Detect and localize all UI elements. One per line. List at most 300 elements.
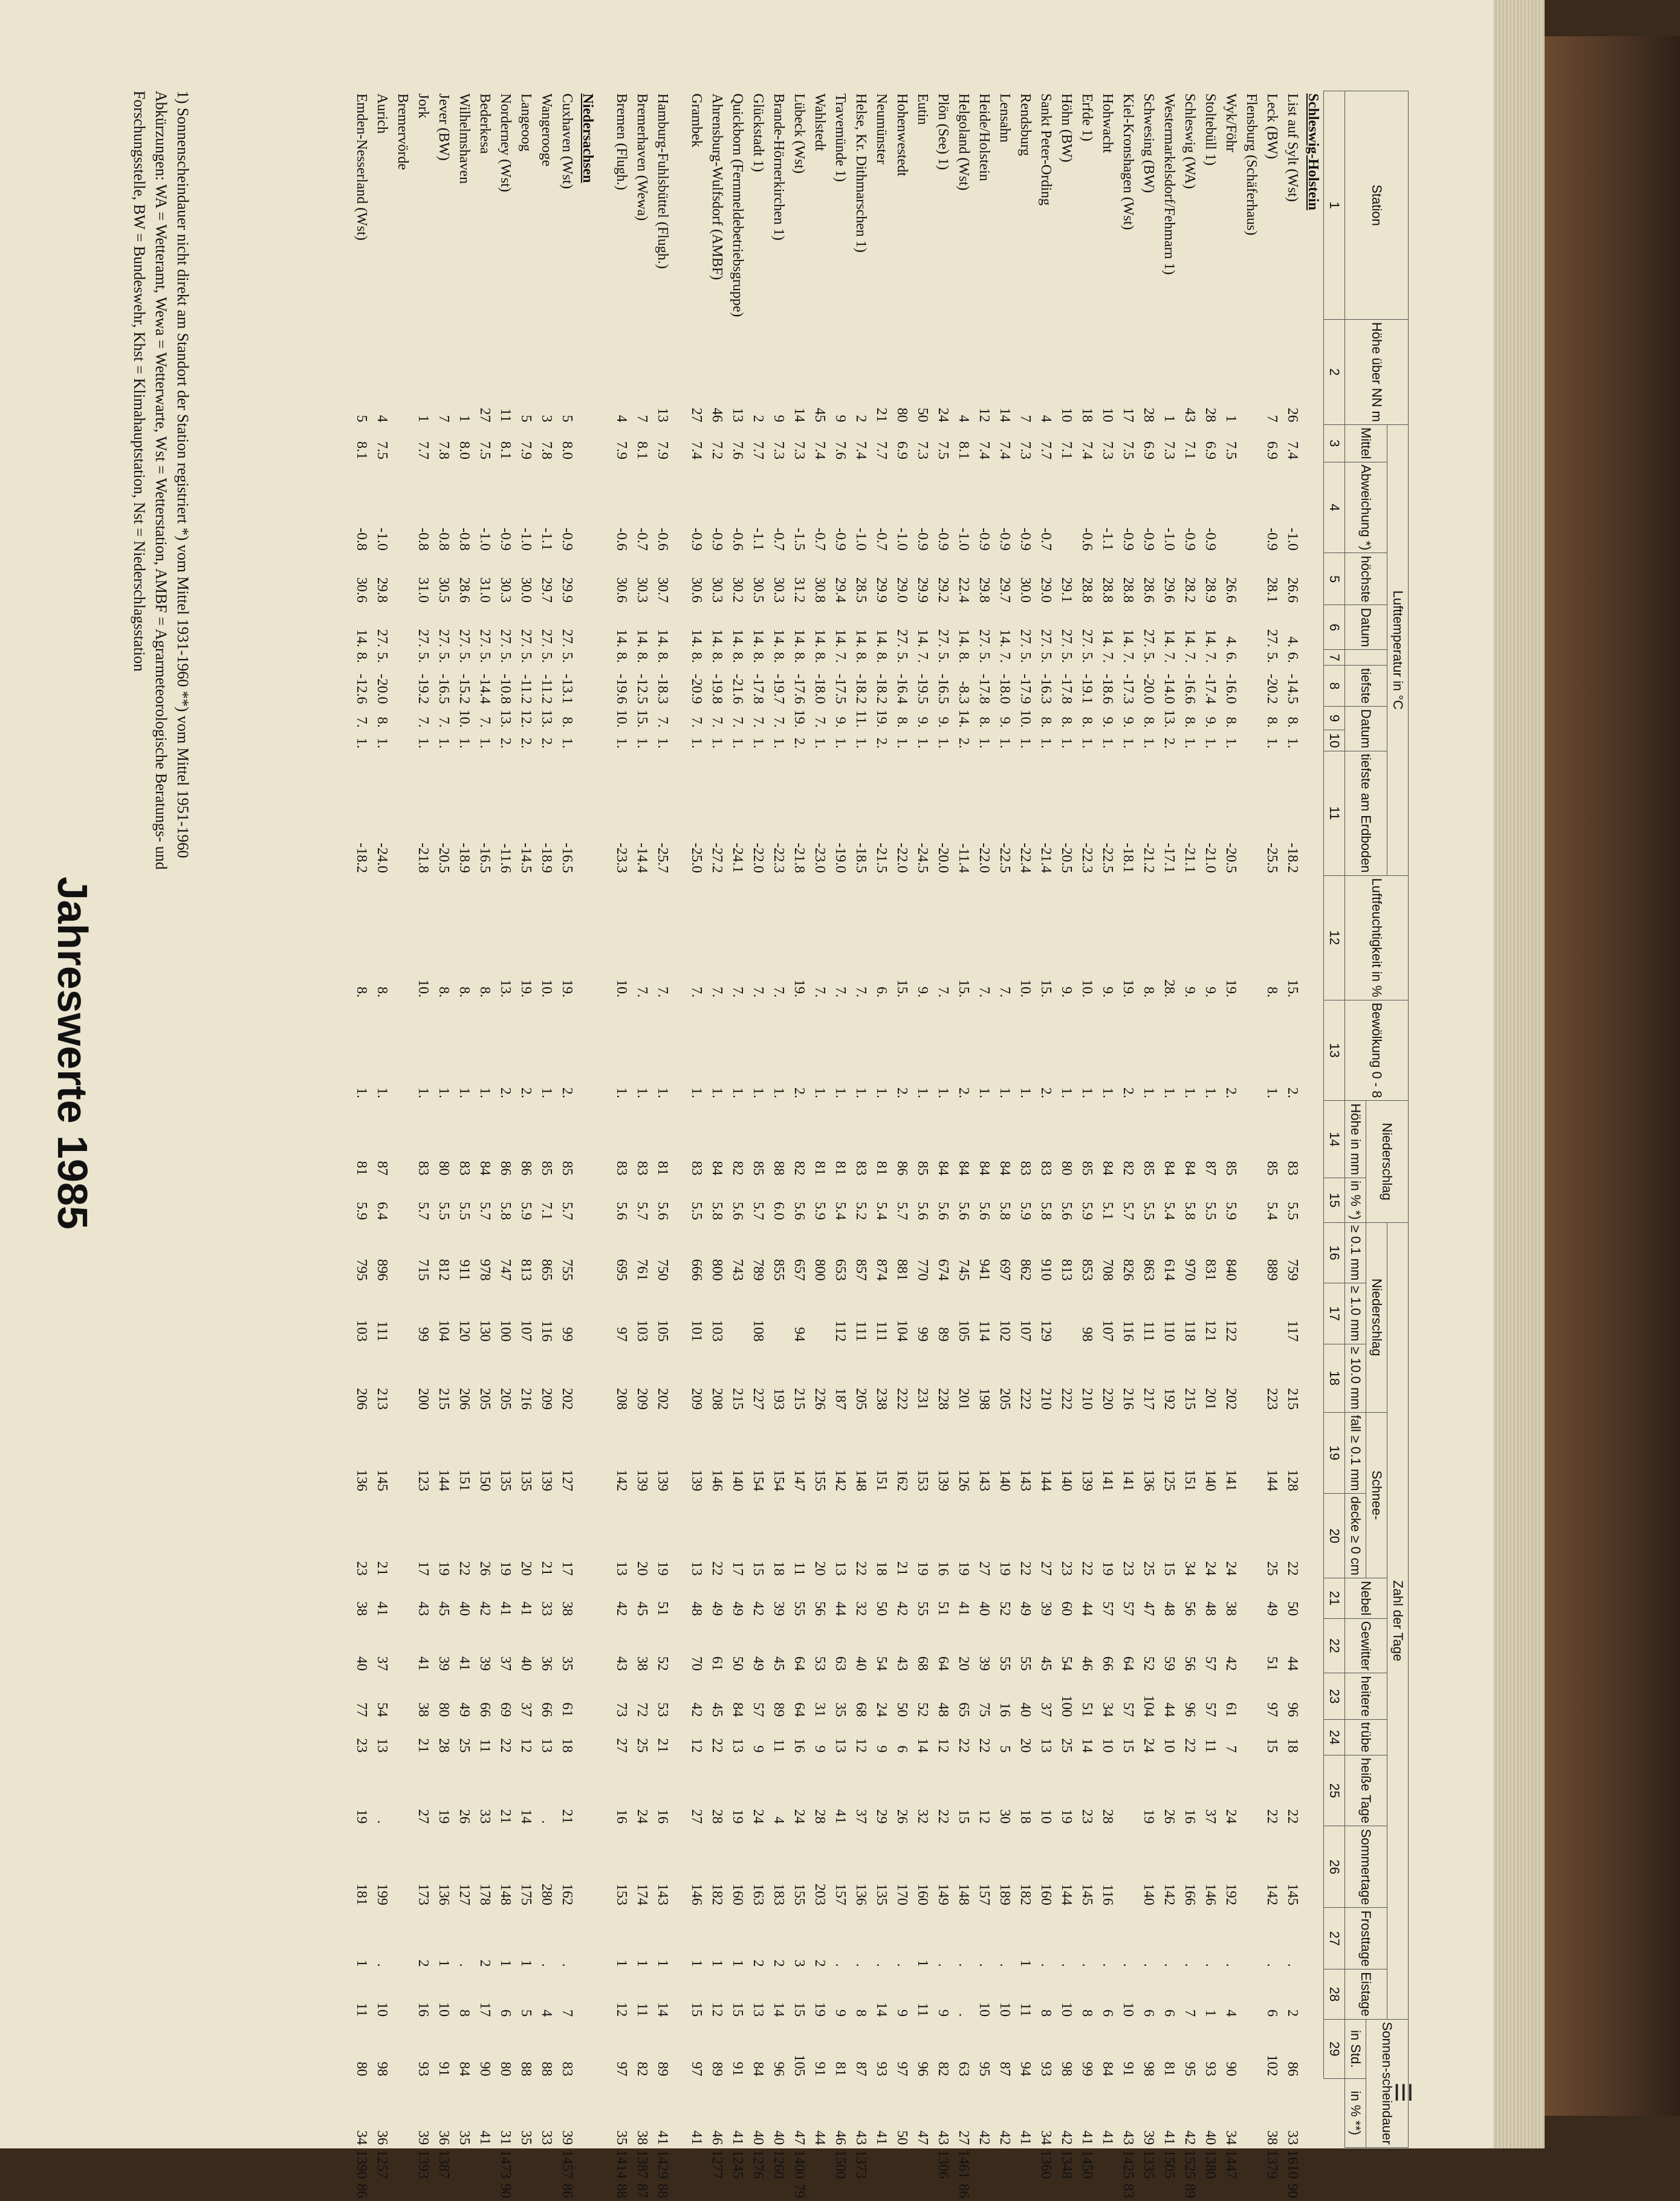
table-cell: 7.9	[518, 441, 534, 460]
table-cell: 54	[874, 1656, 889, 1671]
table-cell: 20	[518, 1561, 534, 1576]
table-cell: 10.	[1017, 709, 1033, 728]
table-cell: 708	[1100, 1259, 1115, 1281]
table-cell: 30.6	[689, 577, 704, 603]
table-cell: 15	[750, 1561, 766, 1576]
table-cell: 77	[354, 1702, 369, 1717]
table-cell: 970	[1182, 1259, 1198, 1281]
table-cell: 1.	[456, 1087, 472, 1098]
header-lufttemperatur: Lufttemperatur in °C	[1387, 424, 1409, 875]
table-cell: 11	[791, 1561, 807, 1576]
table-cell: 30.2	[730, 577, 745, 603]
table-cell: 6.	[1285, 652, 1300, 663]
table-cell	[392, 1755, 413, 1826]
table-cell: .	[853, 1963, 869, 1967]
table-cell: 81	[354, 1161, 369, 1176]
table-cell: -21.8	[415, 843, 431, 874]
table-cell: 83	[1017, 1161, 1033, 1176]
table-cell: 139	[539, 1469, 554, 1491]
table-cell: 41	[477, 2130, 493, 2145]
table-cell: 795	[354, 1259, 369, 1281]
table-cell	[454, 2147, 475, 2181]
table-cell: 12	[518, 1738, 534, 1753]
table-cell: 1	[415, 415, 431, 423]
table-cell: 9	[750, 1745, 766, 1753]
table-cell: 1257	[374, 2150, 390, 2179]
table-cell: 2.	[894, 1087, 910, 1098]
table-cell: 857	[853, 1259, 869, 1281]
table-cell: 146	[689, 1883, 704, 1905]
table-cell: 1	[655, 1959, 670, 1967]
table-cell: .	[1161, 1963, 1177, 1967]
table-cell: 6	[1141, 2009, 1156, 2017]
table-cell: 12	[689, 1738, 704, 1753]
table-cell: 28.8	[1100, 577, 1115, 603]
table-cell: 103	[634, 1320, 650, 1342]
table-cell: 22	[1264, 1809, 1280, 1824]
table-cell: 16	[935, 1561, 951, 1576]
table-cell: 10	[1059, 2002, 1074, 2017]
table-cell: 8.	[354, 652, 369, 663]
table-cell	[974, 2147, 994, 2181]
table-cell: 205	[997, 1388, 1013, 1410]
table-cell: -18.9	[456, 843, 472, 874]
table-cell	[392, 1673, 413, 1719]
table-cell	[809, 2181, 830, 2200]
table-cell: 1.	[689, 737, 704, 749]
table-cell: 27.	[559, 629, 575, 647]
header-nebel: Nebel	[1345, 1578, 1387, 1618]
table-cell: 7.9	[655, 441, 670, 460]
table-cell: 97	[689, 2061, 704, 2076]
table-cell: 13.	[498, 979, 513, 998]
table-cell: 813	[518, 1259, 534, 1281]
table-cell: 170	[894, 1883, 910, 1905]
table-cell: .	[456, 1963, 472, 1967]
table-cell: 122	[1223, 1320, 1239, 1342]
table-cell: 118	[1182, 1320, 1198, 1342]
table-cell: 9.	[1202, 716, 1218, 728]
table-cell: 22	[1285, 1561, 1300, 1576]
table-cell: 29.7	[539, 577, 554, 603]
table-cell: 1.	[1059, 737, 1074, 749]
table-cell: 29	[874, 1809, 889, 1824]
table-cell: 205	[498, 1388, 513, 1410]
table-cell: 1380	[1202, 2150, 1218, 2179]
station-name: Neumünster	[874, 93, 889, 164]
table-cell: 42	[477, 1601, 493, 1616]
table-cell: -21.8	[791, 843, 807, 874]
table-cell	[1241, 1283, 1262, 1344]
table-cell	[516, 2181, 536, 2200]
table-cell: 8.	[614, 652, 629, 663]
table-cell	[1015, 2147, 1036, 2181]
table-cell: 108	[750, 1320, 766, 1342]
table-cell: 36	[374, 2130, 390, 2145]
table-cell: 215	[1285, 1388, 1300, 1410]
table-cell: 148	[498, 1883, 513, 1905]
table-cell: 205	[853, 1388, 869, 1410]
table-cell: 41	[1161, 2130, 1177, 2145]
table-cell: -1.0	[1161, 527, 1177, 551]
table-cell	[1262, 1283, 1282, 1344]
table-cell: 135	[518, 1469, 534, 1491]
table-cell: 2.	[874, 737, 889, 749]
table-cell: 41	[1100, 2130, 1115, 2145]
table-cell: 89	[771, 1702, 786, 1717]
table-cell: 46	[709, 407, 725, 423]
table-cell: 96	[1182, 1702, 1198, 1717]
table-cell: 8.	[1038, 716, 1054, 728]
column-number: 24	[1324, 1719, 1345, 1755]
table-cell: 5.6	[956, 1202, 971, 1220]
table-header	[1324, 91, 1409, 2201]
table-cell	[1241, 553, 1262, 605]
table-cell: 166	[1182, 1883, 1198, 1905]
table-cell: 28	[1141, 407, 1156, 423]
header-datum-2: Datum	[1345, 706, 1387, 751]
table-cell: 142	[1264, 1883, 1280, 1905]
table-cell: 13	[689, 1561, 704, 1576]
table-cell: 11	[915, 2003, 930, 2017]
table-cell: -16.3	[1038, 673, 1054, 704]
table-cell: 910	[1038, 1259, 1054, 1281]
table-row	[1097, 91, 1118, 2201]
station-name: Flensburg (Schäferhaus)	[1244, 93, 1259, 236]
table-cell	[892, 2147, 912, 2181]
table-cell: 1	[1223, 415, 1239, 423]
table-cell: 8.	[655, 652, 670, 663]
table-cell: -14.0	[1161, 673, 1177, 704]
table-cell: 8	[456, 2009, 472, 2017]
table-cell: 153	[614, 1883, 629, 1905]
table-cell: 81	[655, 1161, 670, 1176]
table-cell: 90	[1223, 2061, 1239, 2076]
table-cell: 10.	[614, 979, 629, 998]
table-cell: 10	[1100, 1738, 1115, 1753]
table-cell: 36	[436, 2130, 452, 2145]
table-cell: 8.	[709, 652, 725, 663]
table-cell: 1414	[614, 2150, 629, 2179]
table-cell: 12	[614, 2002, 629, 2017]
table-cell: 238	[874, 1388, 889, 1410]
table-cell: -19.1	[1079, 673, 1095, 704]
table-cell: 29.0	[1038, 577, 1054, 603]
table-cell: 1.	[1100, 737, 1115, 749]
table-cell: 2	[415, 1959, 431, 1967]
header-hoehe-mm: Höhe in mm	[1345, 1101, 1366, 1178]
table-row	[351, 91, 372, 2201]
table-cell	[1097, 2147, 1118, 2181]
header-in-std: in Std.	[1345, 2019, 1366, 2078]
table-cell: 27.	[518, 629, 534, 647]
table-cell	[1241, 1101, 1262, 1178]
table-cell: 6.9	[894, 441, 910, 460]
table-cell: 5.6	[915, 1202, 930, 1220]
station-name: Helgoland (Wst)	[956, 93, 971, 191]
table-cell: 8.	[874, 652, 889, 663]
table-cell: 6.0	[771, 1202, 786, 1220]
table-cell: 1.	[832, 737, 848, 749]
table-cell: 4	[614, 415, 629, 423]
table-cell: 105	[956, 1320, 971, 1342]
table-cell: 1525	[1182, 2150, 1198, 2179]
table-row	[1138, 91, 1159, 2201]
table-cell: 16	[1182, 1809, 1198, 1824]
table-cell: 89	[655, 2061, 670, 2076]
table-cell: 1.	[915, 737, 930, 749]
table-cell	[809, 2147, 830, 2181]
table-cell: 10	[436, 2002, 452, 2017]
table-cell: 91	[812, 2061, 828, 2076]
table-cell: 5.4	[1161, 1202, 1177, 1220]
table-cell: 7.	[655, 987, 670, 998]
table-cell: 1	[1161, 415, 1177, 423]
column-number: 28	[1324, 1969, 1345, 2019]
table-cell: 2.	[498, 737, 513, 749]
header-niederschlag-tage: Niederschlag	[1366, 1222, 1387, 1412]
station-name: Wangerooge	[539, 93, 554, 167]
table-cell: 5.	[456, 652, 472, 663]
table-cell: 30.5	[750, 577, 766, 603]
table-cell: 82	[1120, 1161, 1136, 1176]
table-cell: 7.7	[874, 441, 889, 460]
table-cell: 5.7	[634, 1202, 650, 1220]
table-cell: 19	[1141, 1809, 1156, 1824]
table-cell: 24	[1223, 1809, 1239, 1824]
table-cell	[392, 1178, 413, 1222]
table-cell: 54	[1059, 1656, 1074, 1671]
table-row	[1282, 91, 1303, 2201]
table-cell: 103	[354, 1320, 369, 1342]
column-number: 29	[1324, 2019, 1345, 2078]
table-cell: 1	[709, 1959, 725, 1967]
table-cell: 1400	[791, 2150, 807, 2179]
table-cell: -0.8	[436, 527, 452, 551]
table-cell: 5	[518, 415, 534, 423]
table-cell: 5.4	[874, 1202, 889, 1220]
table-cell	[1015, 2181, 1036, 2200]
table-cell: 37	[498, 1656, 513, 1671]
table-cell: 5.6	[730, 1202, 745, 1220]
table-cell: -0.9	[1017, 527, 1033, 551]
table-cell: -20.2	[1264, 673, 1280, 704]
table-cell: 80	[354, 2061, 369, 2076]
column-number: 25	[1324, 1755, 1345, 1826]
table-cell: 40	[853, 1656, 869, 1671]
table-cell: 25	[456, 1738, 472, 1753]
table-cell: 144	[1038, 1469, 1054, 1491]
table-cell: 8.	[812, 652, 828, 663]
table-cell: 9	[832, 2009, 848, 2017]
table-cell: 14.	[812, 629, 828, 647]
table-cell: 42	[1059, 2130, 1074, 2145]
table-cell: 88	[655, 2183, 670, 2199]
table-cell: 14.	[791, 629, 807, 647]
table-cell: 1.	[655, 1087, 670, 1098]
table-cell: 86	[1285, 2061, 1300, 2076]
footnote-1: 1) Sonnenscheindauer nicht direkt am Standort der Station registriert *) vom Mittel 1931-1960 **) vom Mittel 1951-1960	[174, 91, 192, 858]
table-cell: 1.	[1079, 1087, 1095, 1098]
table-cell: 88	[539, 2061, 554, 2076]
table-cell: .	[976, 1963, 992, 1967]
table-cell: 36	[539, 1656, 554, 1671]
table-cell: 7.1	[1059, 441, 1074, 460]
station-name: Aurich	[374, 93, 390, 134]
table-row	[433, 91, 454, 2201]
table-cell: 14.	[689, 629, 704, 647]
table-cell: 9.	[1100, 716, 1115, 728]
table-cell	[1077, 2181, 1097, 2200]
table-cell: 51	[935, 1601, 951, 1616]
table-cell	[1138, 2181, 1159, 2200]
table-cell	[1241, 1344, 1262, 1412]
table-cell: 38	[1264, 2130, 1280, 2145]
table-cell	[1241, 1178, 1262, 1222]
table-cell	[974, 2181, 994, 2200]
table-cell: 1447	[1223, 2150, 1239, 2179]
table-cell: 5.	[1141, 652, 1156, 663]
table-cell: 12	[853, 1738, 869, 1753]
table-cell: 14.	[915, 629, 930, 647]
table-cell	[392, 319, 413, 424]
table-cell: 14.	[956, 709, 971, 728]
table-cell: 18	[771, 1561, 786, 1576]
table-cell: 8.	[1141, 716, 1156, 728]
table-row	[789, 91, 809, 2201]
table-cell: 7.3	[1100, 441, 1115, 460]
table-cell: .	[559, 1963, 575, 1967]
table-cell: 8.	[689, 652, 704, 663]
table-cell: 26	[894, 1809, 910, 1824]
table-cell: 10	[976, 2002, 992, 2017]
table-cell: 6.	[1223, 652, 1239, 663]
table-cell: 7.	[689, 987, 704, 998]
table-cell: 66	[539, 1702, 554, 1717]
table-cell: 82	[791, 1161, 807, 1176]
table-cell: 8.	[1182, 716, 1198, 728]
table-cell: 100	[498, 1320, 513, 1342]
table-cell: 1390	[354, 2150, 369, 2179]
table-cell	[392, 706, 413, 730]
table-cell: 65	[956, 1702, 971, 1717]
table-cell: 116	[539, 1320, 554, 1342]
table-cell: -0.6	[614, 527, 629, 551]
station-name: Norderney (Wst)	[498, 93, 513, 192]
station-name: Sankt Peter-Ording	[1038, 93, 1054, 206]
table-cell: 42	[997, 2130, 1013, 2145]
table-cell	[1241, 462, 1262, 553]
table-cell: 9.	[1059, 987, 1074, 998]
table-cell: 145	[1079, 1883, 1095, 1905]
table-cell: 18	[1285, 1738, 1300, 1753]
table-cell: 12	[976, 407, 992, 423]
table-cell: 143	[655, 1883, 670, 1905]
table-cell: 89	[935, 1327, 951, 1342]
table-cell	[392, 1101, 413, 1178]
table-cell	[748, 2181, 768, 2200]
table-cell: 83	[1285, 1161, 1300, 1176]
table-cell: 15.	[634, 709, 650, 728]
table-cell: 14.	[771, 629, 786, 647]
table-cell: 8	[1079, 2009, 1095, 2017]
table-cell: 7.5	[935, 441, 951, 460]
table-cell: 745	[956, 1259, 971, 1281]
table-cell: -18.5	[853, 843, 869, 874]
table-cell: 40	[354, 1656, 369, 1671]
table-cell: -16.6	[1182, 673, 1198, 704]
table-cell: 49	[1017, 1601, 1033, 1616]
table-cell: -19.8	[709, 673, 725, 704]
table-cell: 50	[730, 1656, 745, 1671]
column-number: 27	[1324, 1908, 1345, 1969]
table-cell	[392, 1222, 413, 1283]
table-cell: 1276	[750, 2150, 766, 2179]
table-cell	[1241, 1755, 1262, 1826]
table-cell: 23	[1079, 1809, 1095, 1824]
table-cell: 84	[730, 1702, 745, 1717]
table-cell: 14	[655, 2002, 670, 2017]
table-cell: 840	[1223, 1259, 1239, 1281]
table-cell: 81	[874, 1161, 889, 1176]
table-cell: 27	[976, 1561, 992, 1576]
table-cell	[1241, 2079, 1262, 2148]
table-cell: 7.	[750, 987, 766, 998]
table-cell: -21.2	[1141, 843, 1156, 874]
table-cell: -19.2	[415, 673, 431, 704]
table-cell: 5.	[436, 652, 452, 663]
table-cell: 15.	[956, 979, 971, 998]
table-cell	[1241, 319, 1262, 424]
table-cell: -0.7	[1038, 527, 1054, 551]
table-cell: -1.1	[750, 527, 766, 551]
table-cell: -1.0	[894, 527, 910, 551]
table-cell: 7.	[812, 716, 828, 728]
table-cell: -14.4	[634, 843, 650, 874]
column-number: 18	[1324, 1344, 1345, 1412]
column-number: 26	[1324, 1826, 1345, 1908]
table-cell: 140	[1141, 1883, 1156, 1905]
table-cell: -23.0	[812, 843, 828, 874]
table-cell: 18	[1079, 407, 1095, 423]
station-name: Westermarkelsdorf/Fehmarn 1)	[1161, 93, 1177, 275]
table-cell	[1241, 1618, 1262, 1673]
table-cell: 55	[1017, 1656, 1033, 1671]
table-cell: 8.	[976, 716, 992, 728]
table-cell: 2.	[956, 737, 971, 749]
table-cell: 5.	[1059, 652, 1074, 663]
table-cell: 33	[477, 1809, 493, 1824]
station-name: Jever (BW)	[436, 93, 452, 161]
column-number: 4	[1324, 462, 1345, 553]
table-cell: 1610	[1285, 2150, 1300, 2179]
table-cell: 148	[956, 1883, 971, 1905]
table-cell	[392, 1412, 413, 1494]
table-cell: 215	[791, 1388, 807, 1410]
table-cell: 130	[477, 1320, 493, 1342]
table-cell: -17.9	[1017, 673, 1033, 704]
table-cell: 7.4	[1285, 441, 1300, 460]
table-cell: 8.	[354, 987, 369, 998]
table-cell: 11	[1017, 2003, 1033, 2017]
table-cell: 83	[1038, 1161, 1054, 1176]
station-name: List auf Sylt (Wst)	[1285, 93, 1300, 202]
table-cell: 215	[1182, 1388, 1198, 1410]
table-cell: 14.	[354, 629, 369, 647]
table-cell: 10.	[415, 979, 431, 998]
table-cell: 27	[1038, 1561, 1054, 1576]
table-cell: 136	[1141, 1469, 1156, 1491]
